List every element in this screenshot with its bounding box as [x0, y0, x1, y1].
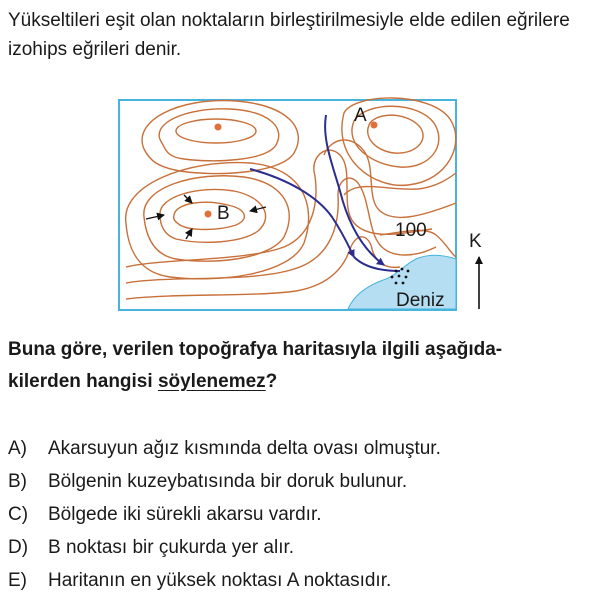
question-line-2: kilerden hangisi — [8, 371, 158, 392]
label-b: B — [217, 203, 230, 224]
answer-options — [8, 432, 441, 597]
option-b-letter: B) — [8, 471, 27, 492]
option-d-text: B noktası bir çukurda yer alır. — [48, 537, 295, 558]
option-e-text: Haritanın en yüksek noktası A noktasıdır. — [48, 570, 392, 591]
option-c-text: Bölgede iki sürekli akarsu vardır. — [48, 504, 322, 525]
peak-a-dot — [371, 122, 378, 129]
question-emphasis: söylenemez — [157, 371, 266, 392]
option-a-letter: A) — [8, 438, 27, 459]
option-b[interactable] — [8, 465, 441, 498]
option-e[interactable] — [8, 564, 441, 597]
point-b-dot — [205, 211, 212, 218]
option-c[interactable] — [8, 498, 441, 531]
question-line-1: Buna göre, verilen topoğrafya haritasıyla ilgili aşağıda- — [8, 339, 503, 360]
option-c-letter: C) — [8, 504, 29, 525]
option-e-letter: E) — [8, 570, 27, 591]
question-text — [8, 334, 598, 398]
option-a[interactable] — [8, 432, 441, 465]
option-b-text: Bölgenin kuzeybatısında bir doruk bulunur. — [48, 471, 408, 492]
contour-value-label: 100 — [395, 220, 427, 241]
question-end: ? — [265, 371, 278, 392]
intro-text: Yükseltileri eşit olan noktaların birleştirilmesiyle elde edilen eğrilere izohips eğrileri denir. — [8, 10, 570, 60]
nw-peak-dot — [215, 124, 222, 131]
sea-label: Deniz — [396, 290, 445, 311]
north-label: K — [469, 231, 482, 252]
option-a-text: Akarsuyun ağız kısmında delta ovası olmuştur. — [48, 438, 441, 459]
option-d[interactable] — [8, 531, 441, 564]
topographic-map — [118, 99, 496, 324]
option-d-letter: D) — [8, 537, 29, 558]
label-a: A — [354, 105, 367, 126]
